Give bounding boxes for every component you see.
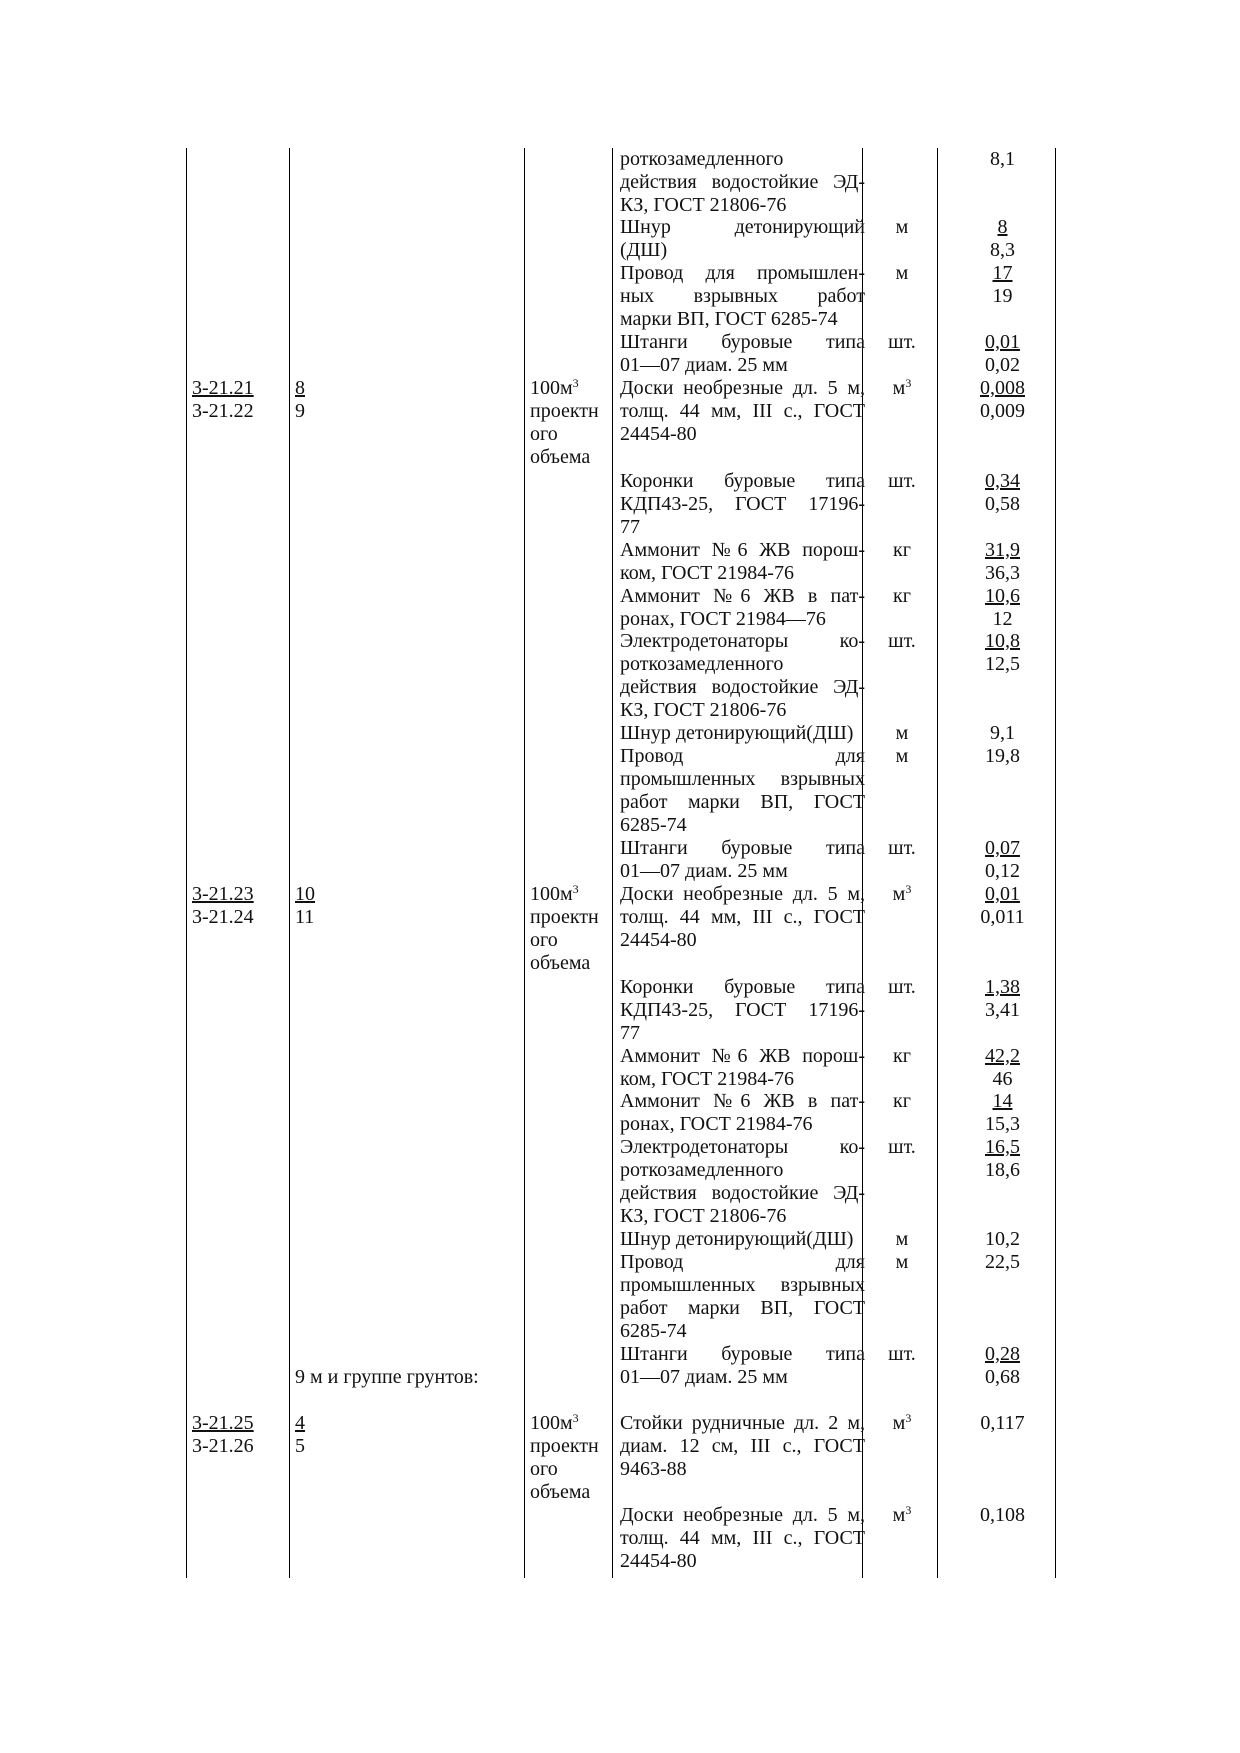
unit-text: шт. — [888, 837, 916, 859]
resource-description-line: действия водостойкие ЭД- — [620, 1182, 865, 1204]
measure-line: ого — [530, 929, 558, 951]
norm-value-line: 10,2 — [985, 1228, 1020, 1250]
resource-description-line: 77 — [620, 1022, 640, 1044]
unit-text: кг — [893, 1045, 911, 1067]
norm-value-line: 8,3 — [990, 239, 1015, 261]
norm-value-line: 12 — [992, 608, 1013, 630]
norm-value — [945, 539, 1060, 585]
norm-value-line: 42,2 — [985, 1045, 1020, 1067]
norm-value-line: 0,01 — [985, 331, 1020, 353]
resource-description-line: Штанги буровые типа — [620, 837, 865, 859]
norm-value — [945, 377, 1060, 423]
norm-code-line: 3-21.23 — [192, 883, 254, 905]
norm-value-line: 46 — [992, 1068, 1013, 1090]
measure-line: объема — [530, 952, 591, 974]
measure-line: объема — [530, 446, 591, 468]
unit-of-measure — [530, 377, 610, 469]
unit-cell — [868, 216, 936, 239]
resource-description — [620, 1045, 865, 1091]
resource-description-line: промышленных взрывных — [620, 1274, 865, 1296]
resource-description — [620, 722, 865, 745]
unit-text: шт. — [888, 470, 916, 492]
resource-description-line: 01—07 диам. 25 мм — [620, 354, 788, 376]
norm-code — [192, 883, 254, 929]
resource-description-line: Шнур детонирующий — [620, 216, 865, 238]
unit-cell — [868, 377, 936, 400]
norm-value-line: 12,5 — [985, 653, 1020, 675]
measure-base — [530, 377, 610, 400]
norm-value — [945, 1136, 1060, 1182]
resource-description-line: КДП43-25, ГОСТ 17196- — [620, 999, 865, 1021]
norm-value-line: 8,1 — [990, 148, 1015, 170]
item-number — [295, 377, 305, 423]
norm-value — [945, 585, 1060, 631]
resource-description — [620, 148, 865, 217]
norm-value — [945, 1251, 1060, 1274]
norm-value-line: 0,28 — [985, 1343, 1020, 1365]
norm-value — [945, 331, 1060, 377]
resource-description-line: КЗ, ГОСТ 21806-76 — [620, 1205, 787, 1227]
norm-value-line: 1,38 — [985, 976, 1020, 998]
resource-description-line: КДП43-25, ГОСТ 17196- — [620, 493, 865, 515]
norm-value-line: 0,07 — [985, 837, 1020, 859]
unit-cell — [868, 883, 936, 906]
measure-sup: 3 — [572, 376, 579, 390]
resource-description-line: действия водостойкие ЭД- — [620, 676, 865, 698]
resource-description-line: 24454-80 — [620, 1550, 697, 1572]
norm-value-line: 22,5 — [985, 1251, 1020, 1273]
norm-code-line: 3-21.25 — [192, 1412, 254, 1434]
resource-description-line: работ марки ВП, ГОСТ — [620, 791, 865, 813]
resource-description-line: толщ. 44 мм, III с., ГОСТ — [620, 400, 865, 422]
resource-description-line: 77 — [620, 516, 640, 538]
resource-description — [620, 976, 865, 1045]
unit-text: м — [892, 1412, 906, 1434]
measure-text: 100м — [530, 377, 573, 399]
norm-value — [945, 1343, 1060, 1389]
norm-value — [945, 262, 1060, 308]
unit-text: м — [892, 377, 906, 399]
item-number-line: 8 — [295, 377, 305, 399]
resource-description-line: КЗ, ГОСТ 21806-76 — [620, 699, 787, 721]
resource-description-line: Штанги буровые типа — [620, 1343, 865, 1365]
measure-line: ого — [530, 423, 558, 445]
resource-description — [620, 470, 865, 539]
unit-cell — [868, 539, 936, 562]
unit-cell — [868, 470, 936, 493]
resource-description-line: ронах, ГОСТ 21984-76 — [620, 1113, 813, 1135]
unit-cell — [868, 745, 936, 768]
unit-text: м — [895, 262, 909, 284]
unit-of-measure — [530, 1412, 610, 1504]
resource-description-line: Аммонит №6 ЖВ в пат- — [620, 585, 865, 607]
norm-value — [945, 1045, 1060, 1091]
norm-value-line: 16,5 — [985, 1136, 1020, 1158]
norm-value — [945, 1228, 1060, 1251]
unit-text: м — [892, 883, 906, 905]
norm-value-line: 0,117 — [980, 1412, 1025, 1434]
item-number — [295, 883, 315, 929]
column-divider — [289, 148, 290, 1578]
unit-cell — [868, 1228, 936, 1251]
measure-line: ого — [530, 1458, 558, 1480]
resource-description — [620, 745, 865, 837]
unit-cell — [868, 837, 936, 860]
resource-description — [620, 630, 865, 722]
resource-description-line: 9463-88 — [620, 1458, 687, 1480]
resource-description-line: Провод для — [620, 745, 865, 767]
resource-description — [620, 837, 865, 883]
resource-description — [620, 377, 865, 446]
unit-text: м — [895, 1251, 909, 1273]
measure-text: 100м — [530, 883, 573, 905]
norm-value-line: 0,68 — [985, 1366, 1020, 1388]
norm-value — [945, 1412, 1060, 1435]
norm-value — [945, 976, 1060, 1022]
resource-description — [620, 1251, 865, 1343]
norm-value-line: 0,12 — [985, 860, 1020, 882]
resource-description — [620, 585, 865, 631]
resource-description — [620, 883, 865, 952]
norm-value-line: 15,3 — [985, 1113, 1020, 1135]
norm-code — [192, 1412, 254, 1458]
unit-cell — [868, 722, 936, 745]
unit-cell — [868, 1504, 936, 1527]
depth-note: 9 м и группе грунтов: — [295, 1366, 479, 1388]
resource-description-line: ком, ГОСТ 21984-76 — [620, 1068, 794, 1090]
column-divider — [612, 148, 613, 1578]
resource-description-line: Стойки рудничные дл. 2 м, — [620, 1412, 865, 1434]
unit-sup: 3 — [905, 1411, 912, 1425]
column-divider — [937, 148, 938, 1578]
norm-value — [945, 837, 1060, 883]
norm-value-line: 14 — [992, 1090, 1013, 1112]
measure-text: 100м — [530, 1412, 573, 1434]
resource-description-line: Электродетонаторы ко- — [620, 1136, 865, 1158]
measure-base — [530, 1412, 610, 1435]
norm-code-line: 3-21.22 — [192, 400, 254, 422]
norm-value-line: 10,6 — [985, 585, 1020, 607]
norm-value-line: 0,009 — [980, 400, 1025, 422]
unit-sup: 3 — [905, 376, 912, 390]
resource-description-line: Провод для промышлен- — [620, 262, 865, 284]
norm-value — [945, 883, 1060, 929]
resource-description-line: Доски необрезные дл. 5 м, — [620, 1504, 865, 1526]
column-divider — [186, 148, 187, 1578]
resource-description — [620, 1090, 865, 1136]
resource-description-line: ных взрывных работ — [620, 285, 865, 307]
resource-description — [620, 1412, 865, 1481]
unit-cell — [868, 976, 936, 999]
norm-value — [945, 745, 1060, 768]
unit-text: м — [895, 216, 909, 238]
unit-cell — [868, 1343, 936, 1366]
unit-text: шт. — [888, 1136, 916, 1158]
resource-description — [620, 262, 865, 331]
unit-text: шт. — [888, 630, 916, 652]
unit-cell — [868, 585, 936, 608]
resource-description-line: ком, ГОСТ 21984-76 — [620, 562, 794, 584]
resource-description-line: 6285-74 — [620, 1320, 687, 1342]
norm-value-line: 10,8 — [985, 630, 1020, 652]
unit-text: кг — [893, 585, 911, 607]
resource-description-line: Коронки буровые типа — [620, 976, 865, 998]
unit-text: м — [892, 1504, 906, 1526]
norm-value — [945, 470, 1060, 516]
resource-description — [620, 1136, 865, 1228]
resource-description — [620, 216, 865, 262]
unit-cell — [868, 1090, 936, 1113]
unit-cell — [868, 1136, 936, 1159]
resource-description-line: (ДШ) — [620, 239, 668, 261]
resource-description — [620, 1343, 865, 1389]
resource-description-line: толщ. 44 мм, III с., ГОСТ — [620, 1527, 865, 1549]
resource-description-line: Шнур детонирующий(ДШ) — [620, 722, 854, 744]
norm-value-line: 36,3 — [985, 562, 1020, 584]
norm-value — [945, 1504, 1060, 1527]
resource-description-line: Доски необрезные дл. 5 м, — [620, 883, 865, 905]
unit-text: шт. — [888, 331, 916, 353]
norm-code-line: 3-21.24 — [192, 906, 254, 928]
norm-code-line: 3-21.26 — [192, 1435, 254, 1457]
norm-value — [945, 630, 1060, 676]
item-number — [295, 1412, 305, 1458]
resource-description-line: 24454-80 — [620, 929, 697, 951]
unit-cell — [868, 262, 936, 285]
norm-value-line: 19,8 — [985, 745, 1020, 767]
norm-value-line: 17 — [992, 262, 1013, 284]
resource-description — [620, 331, 865, 377]
resource-description-line: диам. 12 см, III с., ГОСТ — [620, 1435, 865, 1457]
unit-text: кг — [893, 539, 911, 561]
item-number-line: 4 — [295, 1412, 305, 1434]
resource-description-line: Аммонит №6 ЖВ в пат- — [620, 1090, 865, 1112]
resource-description-line: работ марки ВП, ГОСТ — [620, 1297, 865, 1319]
measure-line: проектн — [530, 1435, 599, 1457]
resource-description — [620, 1228, 865, 1251]
resource-description-line: Штанги буровые типа — [620, 331, 865, 353]
norm-value-line: 9,1 — [990, 722, 1015, 744]
norm-value-line: 19 — [992, 285, 1013, 307]
measure-sup: 3 — [572, 882, 579, 896]
item-number-line: 10 — [295, 883, 315, 905]
norm-value-line: 3,41 — [985, 999, 1020, 1021]
norm-value-line: 0,01 — [985, 883, 1020, 905]
resource-description-line: Аммонит №6 ЖВ порош- — [620, 539, 865, 561]
resource-description-line: Шнур детонирующий(ДШ) — [620, 1228, 854, 1250]
item-number-line: 11 — [295, 906, 315, 928]
unit-of-measure — [530, 883, 610, 975]
resource-description-line: промышленных взрывных — [620, 768, 865, 790]
resource-description-line: Электродетонаторы ко- — [620, 630, 865, 652]
unit-cell — [868, 1412, 936, 1435]
resource-description-line: 01—07 диам. 25 мм — [620, 1366, 788, 1388]
resource-description-line: 24454-80 — [620, 423, 697, 445]
resource-description-line: 01—07 диам. 25 мм — [620, 860, 788, 882]
resource-description-line: Доски необрезные дл. 5 м, — [620, 377, 865, 399]
resource-description-line: марки ВП, ГОСТ 6285-74 — [620, 308, 838, 330]
norm-code-line: 3-21.21 — [192, 377, 254, 399]
unit-text: шт. — [888, 976, 916, 998]
measure-line: объема — [530, 1481, 591, 1503]
resource-description-line: Коронки буровые типа — [620, 470, 865, 492]
unit-cell — [868, 1251, 936, 1274]
norm-value-line: 8 — [997, 216, 1008, 238]
unit-sup: 3 — [905, 882, 912, 896]
resource-description-line: толщ. 44 мм, III с., ГОСТ — [620, 906, 865, 928]
resource-description-line: 6285-74 — [620, 814, 687, 836]
norm-value — [945, 722, 1060, 745]
item-number-line: 9 — [295, 400, 305, 422]
resource-description — [620, 539, 865, 585]
unit-text: м — [895, 1228, 909, 1250]
resource-description — [620, 1504, 865, 1573]
resource-description-line: роткозамедленного — [620, 1159, 784, 1181]
resource-description-line: действия водостойкие ЭД- — [620, 171, 865, 193]
unit-text: шт. — [888, 1343, 916, 1365]
resource-description-line: Провод для — [620, 1251, 865, 1273]
measure-line: проектн — [530, 400, 599, 422]
column-divider — [524, 148, 525, 1578]
norm-value-line: 31,9 — [985, 539, 1020, 561]
item-number-line: 5 — [295, 1435, 305, 1457]
measure-sup: 3 — [572, 1411, 579, 1425]
resource-description-line: роткозамедленного — [620, 148, 784, 170]
norm-value — [945, 216, 1060, 262]
norm-value-line: 0,58 — [985, 493, 1020, 515]
norm-value — [945, 1090, 1060, 1136]
norm-value-line: 18,6 — [985, 1159, 1020, 1181]
norm-value-line: 0,008 — [980, 377, 1025, 399]
norm-value-line: 0,011 — [980, 906, 1025, 928]
norm-value-line: 0,108 — [980, 1504, 1025, 1526]
resource-description-line: ронах, ГОСТ 21984—76 — [620, 608, 826, 630]
unit-text: м — [895, 722, 909, 744]
resource-description-line: Аммонит №6 ЖВ порош- — [620, 1045, 865, 1067]
resource-description-line: КЗ, ГОСТ 21806-76 — [620, 194, 787, 216]
resource-description-line: роткозамедленного — [620, 653, 784, 675]
unit-text: м — [895, 745, 909, 767]
unit-cell — [868, 630, 936, 653]
norm-value-line: 0,34 — [985, 470, 1020, 492]
measure-line: проектн — [530, 906, 599, 928]
unit-cell — [868, 1045, 936, 1068]
norm-value — [945, 148, 1060, 171]
norm-value-line: 0,02 — [985, 354, 1020, 376]
unit-text: кг — [893, 1090, 911, 1112]
unit-sup: 3 — [905, 1503, 912, 1517]
norm-code — [192, 377, 254, 423]
unit-cell — [868, 331, 936, 354]
measure-base — [530, 883, 610, 906]
